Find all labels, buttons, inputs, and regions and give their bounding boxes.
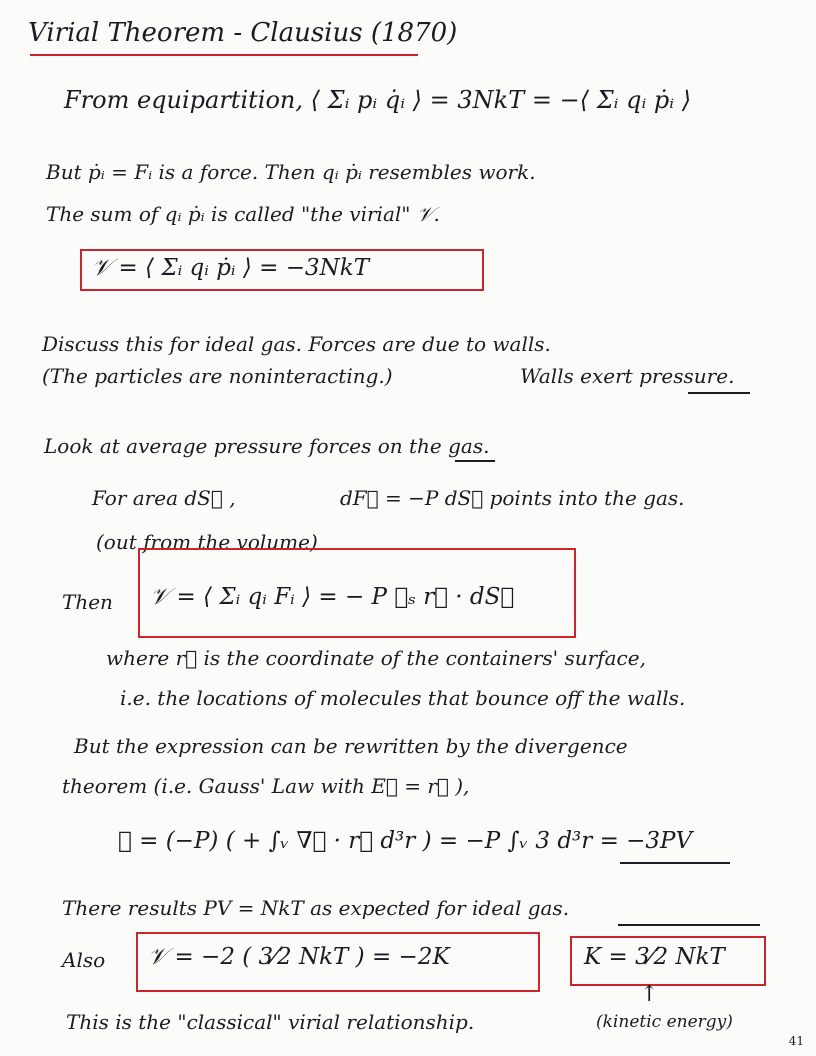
- then-label: Then: [62, 590, 113, 614]
- also-label: Also: [62, 948, 106, 972]
- ie-line: i.e. the locations of molecules that bounce off the walls.: [120, 686, 686, 710]
- on-underline: [455, 460, 495, 462]
- up-arrow-icon: ↑: [640, 982, 659, 1007]
- page-number: 41: [788, 1034, 804, 1048]
- outward-line: (out from the volume): [96, 530, 318, 554]
- boxed-virial-equation: 𝒱 = ⟨ Σᵢ qᵢ ṗᵢ ⟩ = −3NkT: [92, 255, 370, 281]
- page-title: Virial Theorem - Clausius (1870): [28, 18, 458, 48]
- force-area-line: dF⃗ = −P dS⃗ points into the gas.: [340, 486, 685, 510]
- classical-line: This is the "classical" virial relationship.: [66, 1010, 475, 1034]
- virial-definition-line: The sum of qᵢ ṗᵢ is called "the virial" 𝒱.: [46, 202, 440, 226]
- results-line: There results PV = NkT as expected for ideal gas.: [62, 896, 570, 920]
- noninteracting-line: (The particles are noninteracting.): [42, 364, 393, 388]
- kinetic-energy-note: (kinetic energy): [596, 1012, 733, 1032]
- divergence-line: But the expression can be rewritten by the divergence: [74, 734, 628, 758]
- average-pressure-line: Look at average pressure forces on the gas.: [44, 434, 490, 458]
- pressure-underline: [688, 392, 750, 394]
- derivation-line: 𝒱 = (−P) ( + ∫ᵥ ∇⃗ · r⃗ d³r ) = −P ∫ᵥ 3 d³r = −3PV: [118, 828, 693, 854]
- equipartition-line: From equipartition, ⟨ Σᵢ pᵢ q̇ᵢ ⟩ = 3NkT = −⟨ Σᵢ qᵢ ṗᵢ ⟩: [64, 86, 692, 114]
- boxed-k-equation: K = 3⁄2 NkT: [584, 944, 725, 970]
- area-element-line: For area dS⃗ ,: [92, 486, 236, 510]
- ideal-gas-underline: [618, 924, 760, 926]
- force-line: But ṗᵢ = Fᵢ is a force. Then qᵢ ṗᵢ resembles work.: [46, 160, 536, 184]
- where-line: where r⃗ is the coordinate of the containers' surface,: [106, 646, 646, 670]
- walls-line: Walls exert pressure.: [520, 364, 735, 388]
- discuss-line: Discuss this for ideal gas. Forces are due to walls.: [42, 332, 551, 356]
- boxed-kinetic-equation: 𝒱 = −2 ( 3⁄2 NkT ) = −2K: [148, 944, 450, 970]
- result-underline: [620, 862, 730, 864]
- boxed-surface-equation: 𝒱 = ⟨ Σᵢ qᵢ Fᵢ ⟩ = − P ∮ₛ r⃗ · dS⃗: [150, 584, 515, 610]
- gauss-law-line: theorem (i.e. Gauss' Law with E⃗ = r⃗ ),: [62, 774, 470, 798]
- title-underline: [30, 54, 418, 56]
